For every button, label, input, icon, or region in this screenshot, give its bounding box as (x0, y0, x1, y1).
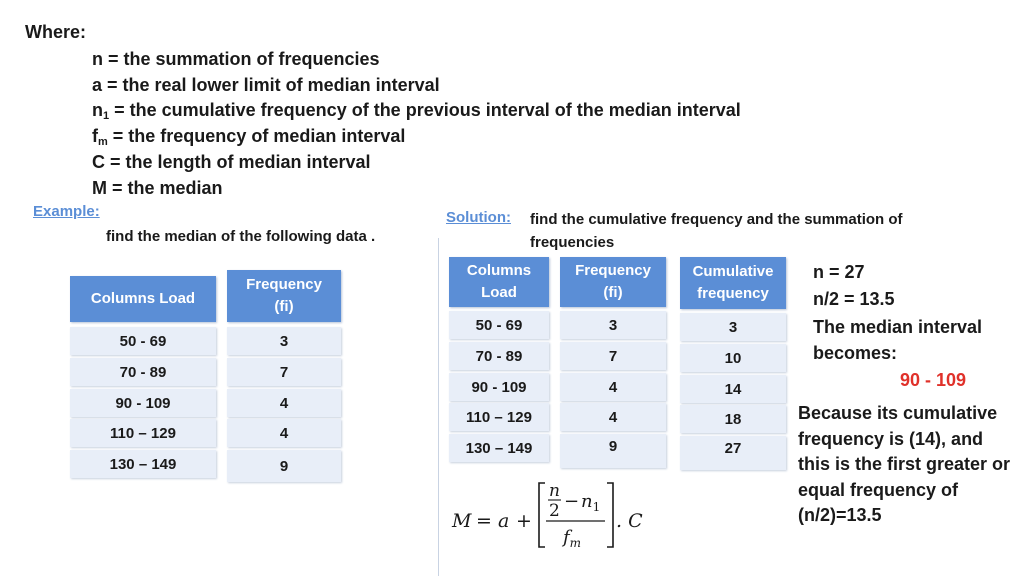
formula-n1: $n_1$ (581, 491, 601, 514)
definition-symbol: n (92, 100, 103, 120)
example-label: Example: (33, 203, 100, 220)
table-cell-cumulative: 18 (680, 405, 786, 433)
table-cell-cumulative: 14 (680, 375, 786, 403)
table-cell-load: 130 – 149 (70, 450, 216, 478)
definition-line (92, 49, 380, 70)
table-cell-cumulative: 10 (680, 344, 786, 372)
definition-text: = the summation of frequencies (103, 49, 380, 69)
n-half-value: n/2 = 13.5 (813, 289, 895, 309)
table-cell-frequency: 9 (560, 434, 666, 468)
formula-plus: + (516, 510, 532, 532)
table-cell-cumulative: 27 (680, 436, 786, 470)
formula-M: M (452, 510, 472, 532)
definition-line (92, 100, 741, 122)
definition-line (92, 126, 405, 148)
table-cell-frequency: 7 (560, 342, 666, 370)
table-cell-cumulative: 3 (680, 313, 786, 341)
table-cell-load: 90 - 109 (70, 389, 216, 417)
median-formula (450, 479, 650, 551)
definition-line (92, 178, 223, 199)
definition-subscript: m (98, 136, 108, 148)
formula-n: n (549, 481, 560, 501)
table-cell-frequency: 4 (227, 389, 341, 417)
formula-minus: − (564, 491, 580, 512)
definition-line (92, 152, 371, 173)
left-bracket (539, 483, 545, 547)
median-interval-value: 90 - 109 (900, 370, 967, 390)
definition-line (92, 75, 440, 96)
right-bracket (607, 483, 613, 547)
header-frequency: Frequency (fi) (227, 270, 341, 322)
table-cell-load: 110 – 129 (449, 403, 549, 431)
formula-equals: = (476, 510, 492, 532)
vertical-divider (438, 238, 439, 576)
definition-subscript: 1 (103, 110, 110, 122)
definition-symbol: f (92, 126, 98, 146)
solution-text: find the cumulative frequency and the summation of frequencies (530, 211, 903, 251)
where-heading: Where: (25, 22, 87, 42)
formula-a: a (498, 510, 510, 532)
definition-text: = the cumulative frequency of the previous interval of the median interval (109, 100, 741, 120)
median-interval-line1: The median interval (813, 317, 983, 337)
table-cell-frequency: 4 (227, 419, 341, 447)
definition-symbol: C (92, 152, 105, 172)
definition-symbol: n (92, 49, 103, 69)
definition-text: = the median (107, 178, 223, 198)
median-interval-line2: becomes: (813, 343, 898, 363)
example-text: find the median of the following data . (106, 228, 376, 245)
definition-text: = the frequency of median interval (107, 126, 406, 146)
solution-label: Solution: (446, 209, 511, 226)
formula-C: . C (616, 510, 643, 532)
table-cell-load: 70 - 89 (70, 358, 216, 386)
header-cumulative-frequency: Cumulative frequency (680, 257, 786, 309)
table-cell-frequency: 9 (227, 450, 341, 482)
definition-text: = the real lower limit of median interval (102, 75, 440, 95)
header-columns-load: Columns Load (70, 276, 216, 322)
definition-symbol: M (92, 178, 107, 198)
explanation-text: Because its cumulative frequency is (14), and this is the first greater or equal frequency of (n/2)=13.5 (798, 403, 1011, 525)
header-frequency: Frequency (fi) (560, 257, 666, 307)
table-cell-load: 50 - 69 (449, 311, 549, 339)
definition-text: = the length of median interval (105, 152, 371, 172)
formula-two: 2 (549, 501, 560, 521)
table-cell-frequency: 3 (560, 311, 666, 339)
table-cell-load: 90 - 109 (449, 373, 549, 401)
definition-symbol: a (92, 75, 103, 95)
table-cell-load: 50 - 69 (70, 327, 216, 355)
header-columns-load: Columns Load (449, 257, 549, 307)
table-cell-load: 110 – 129 (70, 419, 216, 447)
n-value: n = 27 (813, 262, 865, 282)
table-cell-load: 130 – 149 (449, 434, 549, 462)
table-cell-load: 70 - 89 (449, 342, 549, 370)
table-cell-frequency: 4 (560, 373, 666, 401)
table-cell-frequency: 4 (560, 403, 666, 431)
formula-fm: $f_m$ (563, 527, 582, 550)
table-cell-frequency: 7 (227, 358, 341, 386)
table-cell-frequency: 3 (227, 327, 341, 355)
